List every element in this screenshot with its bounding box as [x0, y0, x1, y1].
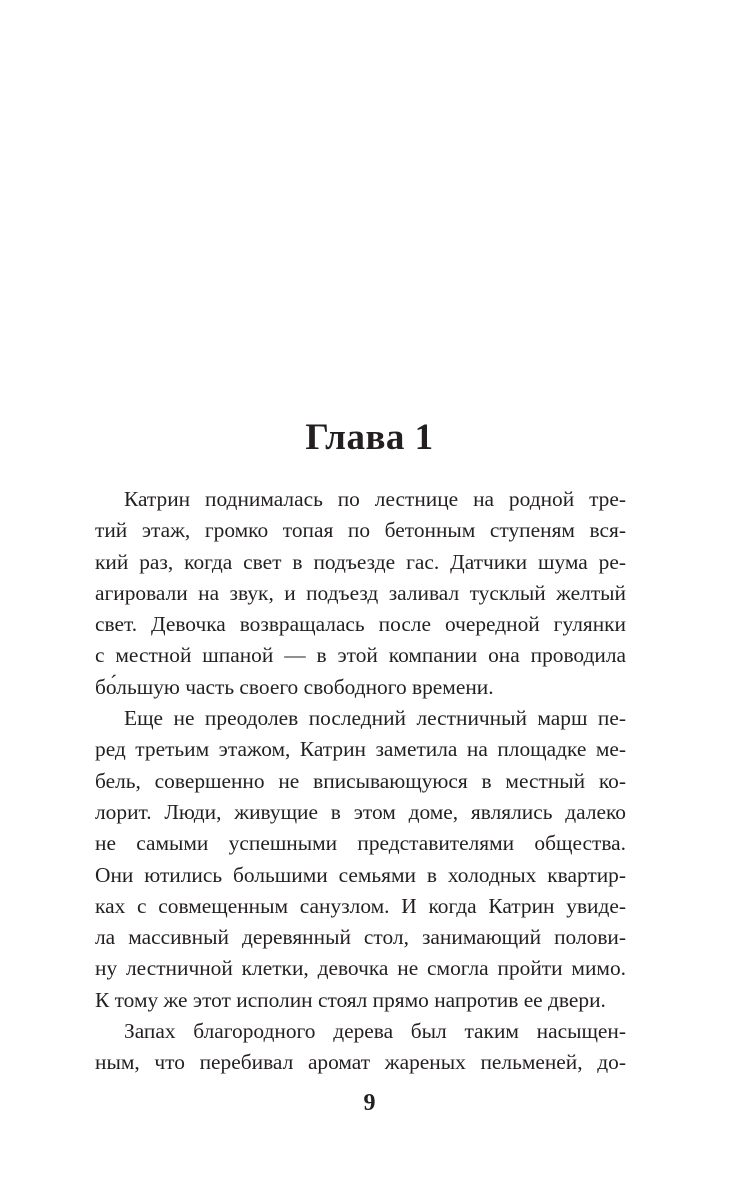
- text-line: агировали на звук, и подъезд заливал тусклый желтый: [95, 580, 626, 605]
- text-line: Еще не преодолев последний лестничный марш пе-: [124, 706, 626, 731]
- text-line: не самыми успешными представителями общества.: [95, 831, 626, 856]
- text-line: свет. Девочка возвращалась после очередной гулянки: [95, 612, 626, 637]
- text-line: тий этаж, громко топая по бетонным ступеням вся-: [95, 518, 626, 543]
- text-line: К тому же этот исполин стоял прямо напротив ее двери.: [95, 987, 606, 1012]
- text-line: с местной шпаной — в этой компании она проводила: [95, 643, 626, 668]
- paragraph: [95, 1016, 626, 1079]
- text-line: ну лестничной клетки, девочка не смогла пройти мимо.: [95, 956, 626, 981]
- text-line: бель, совершенно не вписывающуюся в местный ко-: [95, 768, 626, 793]
- page-number: 9: [363, 1090, 376, 1116]
- text-line: ках с совмещенным санузлом. И когда Катрин увиде-: [95, 893, 626, 918]
- text-line: кий раз, когда свет в подъезде гас. Датчики шума ре-: [95, 549, 626, 574]
- text-line: лорит. Люди, живущие в этом доме, являлись далеко: [95, 799, 626, 824]
- text-line: Они ютились большими семьями в холодных квартир-: [95, 862, 626, 887]
- body-text: [95, 484, 626, 1079]
- text-line: ла массивный деревянный стол, занимающий полови-: [95, 925, 626, 950]
- text-line: Катрин поднималась по лестнице на родной тре-: [124, 487, 626, 511]
- chapter-title: Глава 1: [305, 417, 434, 458]
- text-line: бо́льшую часть своего свободного времени.: [95, 674, 494, 699]
- text-line: ред третьим этажом, Катрин заметила на площадке ме-: [95, 737, 626, 762]
- paragraph: [95, 484, 626, 703]
- text-line: Запах благородного дерева был таким насыщен-: [124, 1019, 626, 1044]
- text-line: ным, что перебивал аромат жареных пельменей, до-: [95, 1050, 626, 1075]
- paragraph: [95, 703, 626, 1016]
